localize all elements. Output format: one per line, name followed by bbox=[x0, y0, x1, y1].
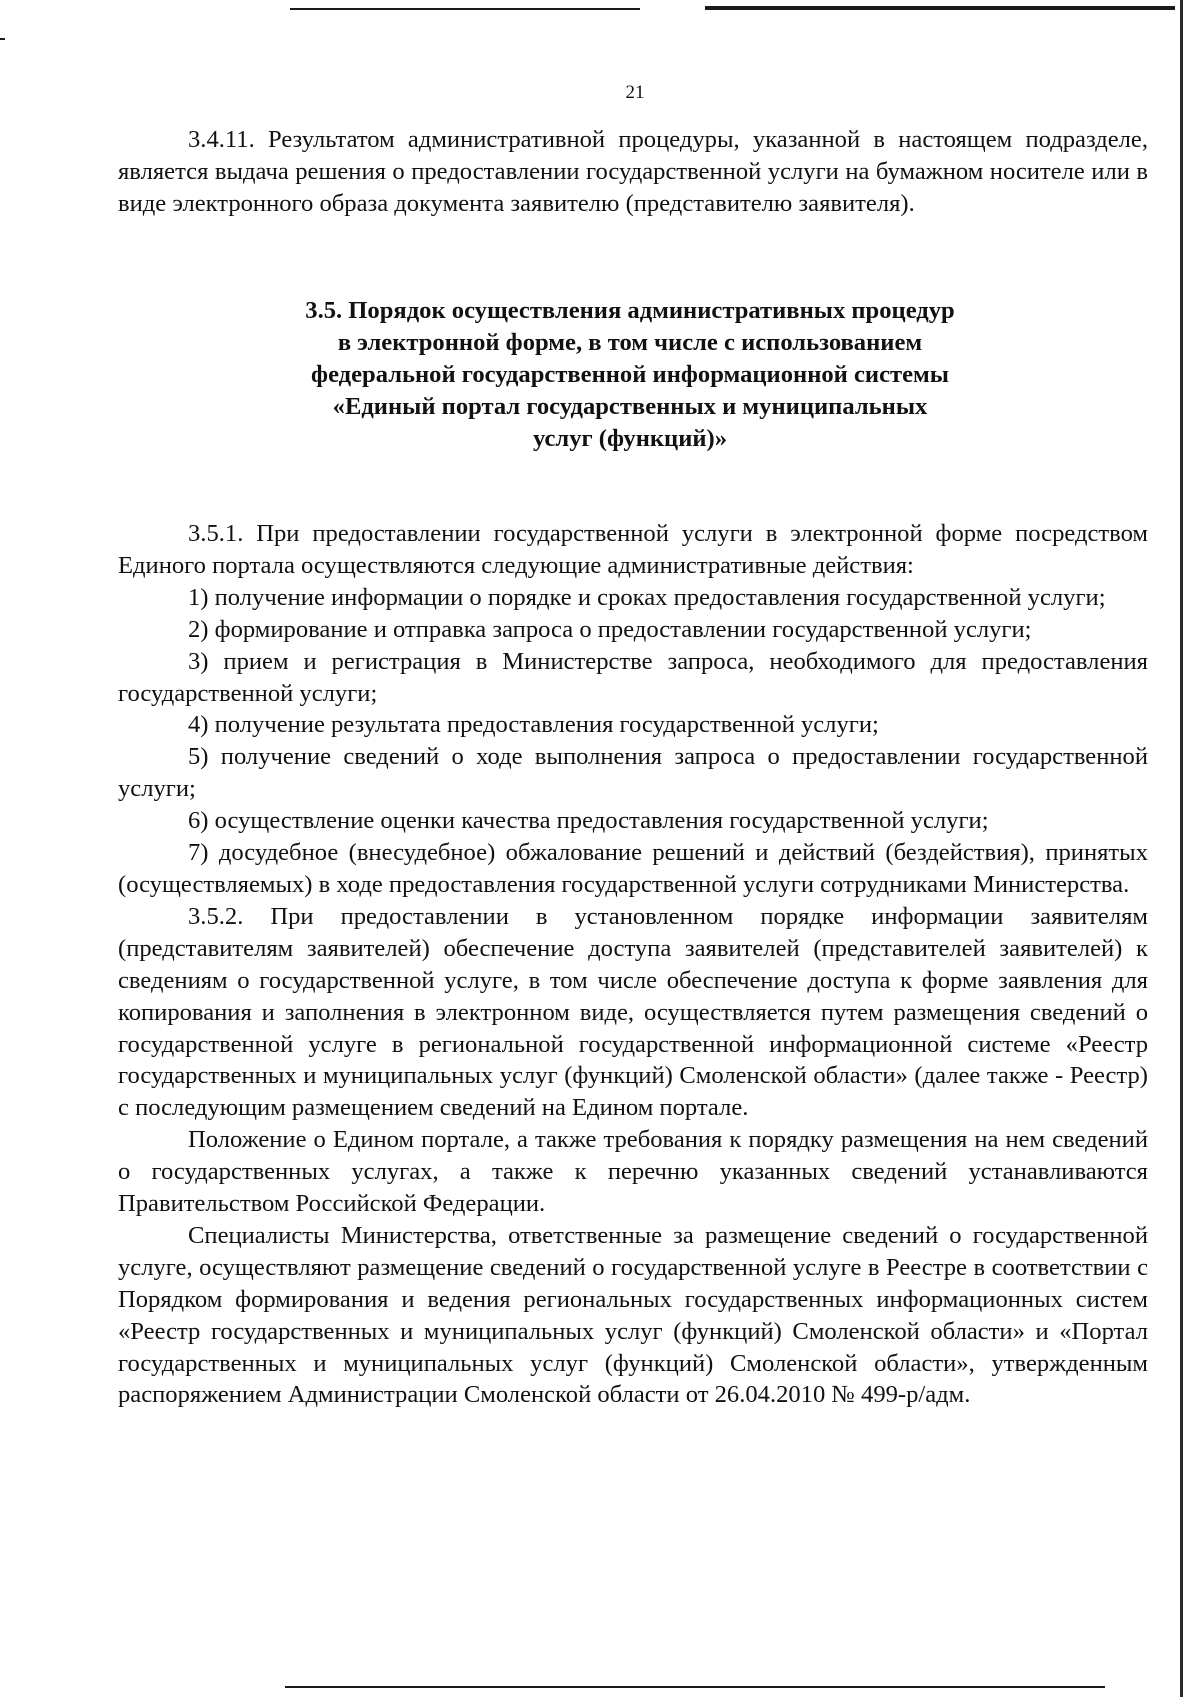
paragraph-portal: Положение о Едином портале, а также требования к порядку размещения на нем сведений о государственных услугах, а также к перечню указанных сведений устанавливаются Правительством Российской Федерации. bbox=[118, 1126, 1148, 1218]
list-item: 4) получение результата предоставления государственной услуги; bbox=[188, 711, 879, 739]
list-item: 1) получение информации о порядке и сроках предоставления государственной услуги; bbox=[188, 583, 1106, 611]
list-item: 3) прием и регистрация в Министерстве запроса, необходимого для предоставления государственной услуги; bbox=[118, 647, 1148, 707]
text-block-top bbox=[118, 124, 1148, 220]
page-number: 21 bbox=[625, 82, 645, 103]
scan-artifact-line bbox=[705, 6, 1175, 10]
scan-artifact-line bbox=[290, 8, 640, 10]
list-item: 2) формирование и отправка запроса о предоставлении государственной услуги; bbox=[188, 615, 1032, 643]
list-item: 5) получение сведений о ходе выполнения запроса о предоставлении государственной услуги; bbox=[118, 743, 1148, 803]
section-heading: 3.5. Порядок осуществления административных процедур в электронной форме, в том числе с использованием федеральной государственной информационной системы «Единый портал государственных и муниципальных услуг (функций)» bbox=[305, 297, 955, 452]
paragraph-3-4-11: 3.4.11. Результатом административной процедуры, указанной в настоящем подразделе, является выдача решения о предоставлении государственной услуги на бумажном носителе или в виде электронного образа документа заявителю (представителю заявителя). bbox=[118, 126, 1148, 217]
paragraph-3-5-2: 3.5.2. При предоставлении в установленном порядке информации заявителям (представителям заявителей) обеспечение доступа заявителей (представителей заявителей) к сведениям о государственной услуге, в том числе обеспечение доступа к форме заявления для копирования и заполнения в электронном виде, осуществляется путем размещения сведений о государственной услуге в региональной государственной информационной системе «Реестр государственных и муниципальных услуг (функций) Смоленской области» (далее также - Реестр) с последующим размещением сведений на Едином портале. bbox=[118, 902, 1148, 1122]
scan-artifact-mark bbox=[0, 38, 5, 40]
paragraph-3-5-1: 3.5.1. При предоставлении государственной услуги в электронной форме посредством Единого портала осуществляются следующие административные действия: bbox=[118, 520, 1148, 579]
list-item: 6) осуществление оценки качества предоставления государственной услуги; bbox=[188, 807, 989, 835]
paragraph-specialists: Специалисты Министерства, ответственные за размещение сведений о государственной услуге, осуществляют размещение сведений о государственной услуге в Реестре в соответствии с Порядком формирования и ведения региональных государственных информационных систем «Реестр государственных и муниципальных услуг (функций) Смоленской области» и «Портал государственных и муниципальных услуг (функций) Смоленской области», утвержденным распоряжением Администрации Смоленской области от 26.04.2010 № 499-р/адм. bbox=[118, 1221, 1148, 1409]
list-item: 7) досудебное (внесудебное) обжалование решений и действий (бездействия), принятых (осуществляемых) в ходе предоставления государственной услуги сотрудниками Министерства. bbox=[118, 839, 1148, 898]
text-block-main bbox=[118, 518, 1148, 1411]
page-edge bbox=[1180, 0, 1183, 1697]
scan-artifact-line bbox=[285, 1686, 1105, 1688]
